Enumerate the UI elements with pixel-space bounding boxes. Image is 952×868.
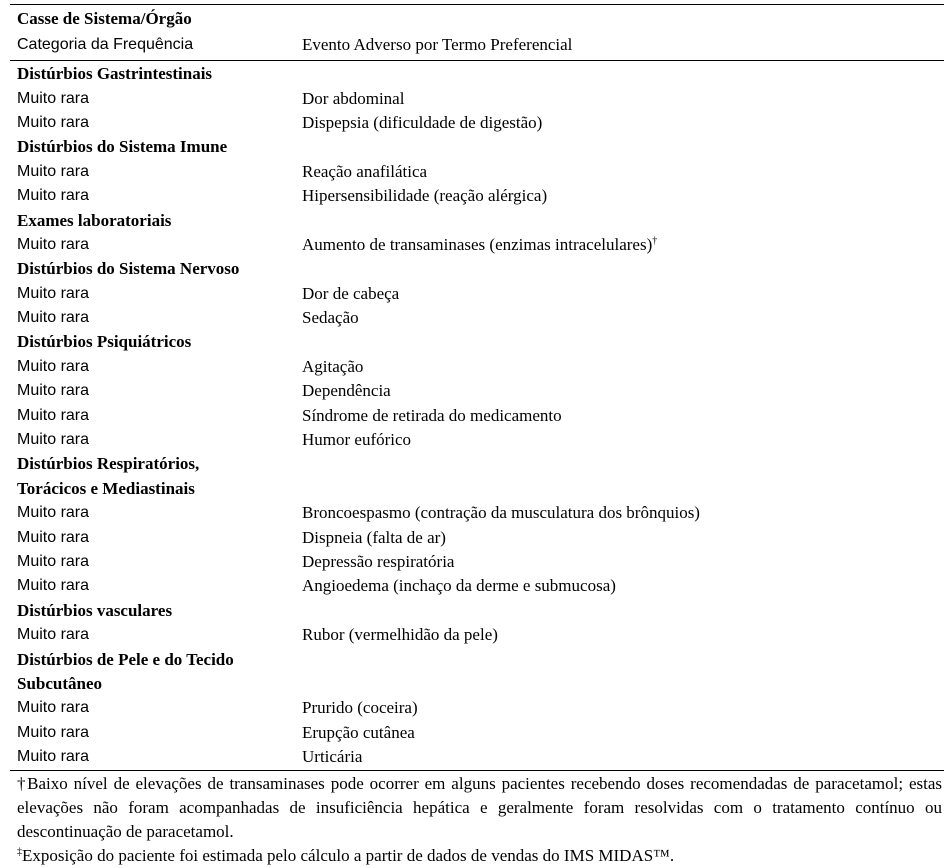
event-text: Sedação: [302, 308, 359, 328]
category-label: Distúrbios de Pele e do Tecido: [17, 649, 234, 669]
frequency-cell: Muito rara: [17, 626, 90, 644]
event-cell: [300, 528, 952, 548]
table-body: [0, 62, 952, 769]
event-cell: [300, 113, 952, 133]
event-text: Depressão respiratória: [302, 552, 455, 571]
footnotes: [17, 772, 942, 868]
category-row: [0, 135, 952, 159]
header-system-organ-class: Casse de Sistema/Órgão: [17, 9, 192, 28]
frequency-cell: Muito rara: [17, 235, 90, 253]
category-label: Subcutâneo: [17, 673, 103, 693]
category-label: Distúrbios do Sistema Imune: [17, 137, 228, 157]
event-cell: [300, 162, 952, 182]
frequency-cell: Muito rara: [17, 406, 90, 424]
event-cell: [300, 308, 952, 328]
category-label: Torácicos e Mediastinais: [17, 478, 195, 498]
table-row: [0, 282, 952, 306]
category-label: Distúrbios do Sistema Nervoso: [17, 259, 240, 279]
table-row: [0, 745, 952, 769]
event-cell: [300, 625, 952, 645]
table-row: [0, 160, 952, 184]
category-row: [0, 452, 952, 476]
event-text: Prurido (coceira): [302, 698, 418, 718]
category-label: Distúrbios Psiquiátricos: [17, 332, 192, 352]
event-text: Erupção cutânea: [302, 722, 415, 742]
frequency-cell: Muito rara: [17, 284, 90, 302]
frequency-cell: Muito rara: [17, 431, 90, 449]
category-row: [0, 330, 952, 354]
frequency-cell: Muito rara: [17, 528, 90, 546]
header-frequency-category: Categoria da Frequência: [17, 36, 194, 53]
event-text: Reação anafilática: [302, 161, 428, 181]
footnote-transaminases: †Baixo nível de elevações de transaminases pode ocorrer em alguns pacientes recebendo doses recomendadas de paracetamol; estas elevações não foram acompanhadas de insuficiência hepática e geralmente foram resolvidas com o tratamento contínuo ou descontinuação de paracetamol.: [17, 774, 942, 841]
table-row: [0, 501, 952, 525]
table-row: [0, 184, 952, 208]
table-header-row: [0, 6, 952, 32]
category-row: [0, 647, 952, 671]
adverse-events-table: [0, 6, 952, 769]
frequency-cell: Muito rara: [17, 504, 90, 522]
event-text: Rubor (vermelhidão da pele): [302, 625, 498, 645]
table-row: [0, 233, 952, 257]
table-row: [0, 574, 952, 598]
footnote-mark: †: [652, 235, 658, 247]
event-text: Humor eufórico: [302, 430, 412, 450]
event-text: Dispneia (falta de ar): [302, 527, 446, 547]
category-row: [0, 257, 952, 281]
table-row: [0, 306, 952, 330]
table-row: [0, 428, 952, 452]
event-cell: [300, 357, 952, 377]
table-row: [0, 355, 952, 379]
event-text: Dor abdominal: [302, 88, 405, 108]
frequency-cell: Muito rara: [17, 162, 90, 180]
frequency-cell: Muito rara: [17, 309, 90, 327]
table-row: [0, 721, 952, 745]
table-row: [0, 623, 952, 647]
table-row: [0, 550, 952, 574]
event-text: Síndrome de retirada do medicamento: [302, 405, 562, 425]
category-label: Exames laboratoriais: [17, 210, 172, 230]
event-cell: [300, 503, 952, 523]
category-row: [0, 599, 952, 623]
footnote-exposure: [17, 844, 942, 868]
frequency-cell: Muito rara: [17, 357, 90, 375]
frequency-cell: Muito rara: [17, 187, 90, 205]
frequency-cell: Muito rara: [17, 89, 90, 107]
table-top-rule: [10, 4, 944, 5]
frequency-cell: Muito rara: [17, 723, 90, 741]
event-text: Aumento de transaminases (enzimas intracelulares): [302, 234, 653, 254]
event-text: Dor de cabeça: [302, 283, 400, 303]
event-text: Hipersensibilidade (reação alérgica): [302, 186, 548, 206]
table-row: [0, 525, 952, 549]
frequency-cell: Muito rara: [17, 699, 90, 717]
event-text: Dispepsia (dificuldade de digestão): [302, 112, 543, 132]
footnote-mark: ‡: [17, 846, 22, 858]
table-header-row: [0, 32, 952, 58]
frequency-cell: Muito rara: [17, 382, 90, 400]
frequency-cell: Muito rara: [17, 577, 90, 595]
category-label: Distúrbios vasculares: [17, 600, 173, 620]
event-cell: [300, 576, 952, 596]
event-cell: [300, 381, 952, 401]
category-row: [0, 477, 952, 501]
event-cell: [300, 698, 952, 718]
event-text: Urticária: [302, 747, 363, 767]
event-text: Broncoespasmo (contração da musculatura dos brônquios): [302, 503, 700, 523]
header-adverse-event: Evento Adverso por Termo Preferencial: [302, 35, 573, 54]
event-cell: [300, 723, 952, 743]
frequency-cell: Muito rara: [17, 748, 90, 766]
category-row: [0, 672, 952, 696]
frequency-cell: Muito rara: [17, 553, 90, 570]
frequency-cell: Muito rara: [17, 113, 90, 131]
category-label: Distúrbios Respiratórios,: [17, 454, 200, 474]
event-text: Agitação: [302, 356, 364, 376]
event-cell: [300, 552, 952, 572]
footnote-exposure-text: Exposição do paciente foi estimada pelo cálculo a partir de dados de vendas do IMS MIDAS™.: [22, 846, 675, 865]
event-cell: [300, 747, 952, 767]
event-text: Angioedema (inchaço da derme e submucosa): [302, 576, 616, 596]
event-text: Dependência: [302, 381, 391, 401]
event-cell: [300, 406, 952, 426]
table-row: [0, 696, 952, 720]
table-row: [0, 111, 952, 135]
table-row: [0, 86, 952, 110]
event-cell: [300, 89, 952, 109]
event-cell: [300, 186, 952, 206]
category-row: [0, 208, 952, 232]
event-cell: [300, 284, 952, 304]
category-row: [0, 62, 952, 86]
category-label: Distúrbios Gastrintestinais: [17, 64, 213, 84]
table-row: [0, 403, 952, 427]
event-cell: [300, 430, 952, 450]
event-cell: [300, 235, 952, 255]
table-row: [0, 379, 952, 403]
table-bottom-rule: [10, 770, 944, 771]
